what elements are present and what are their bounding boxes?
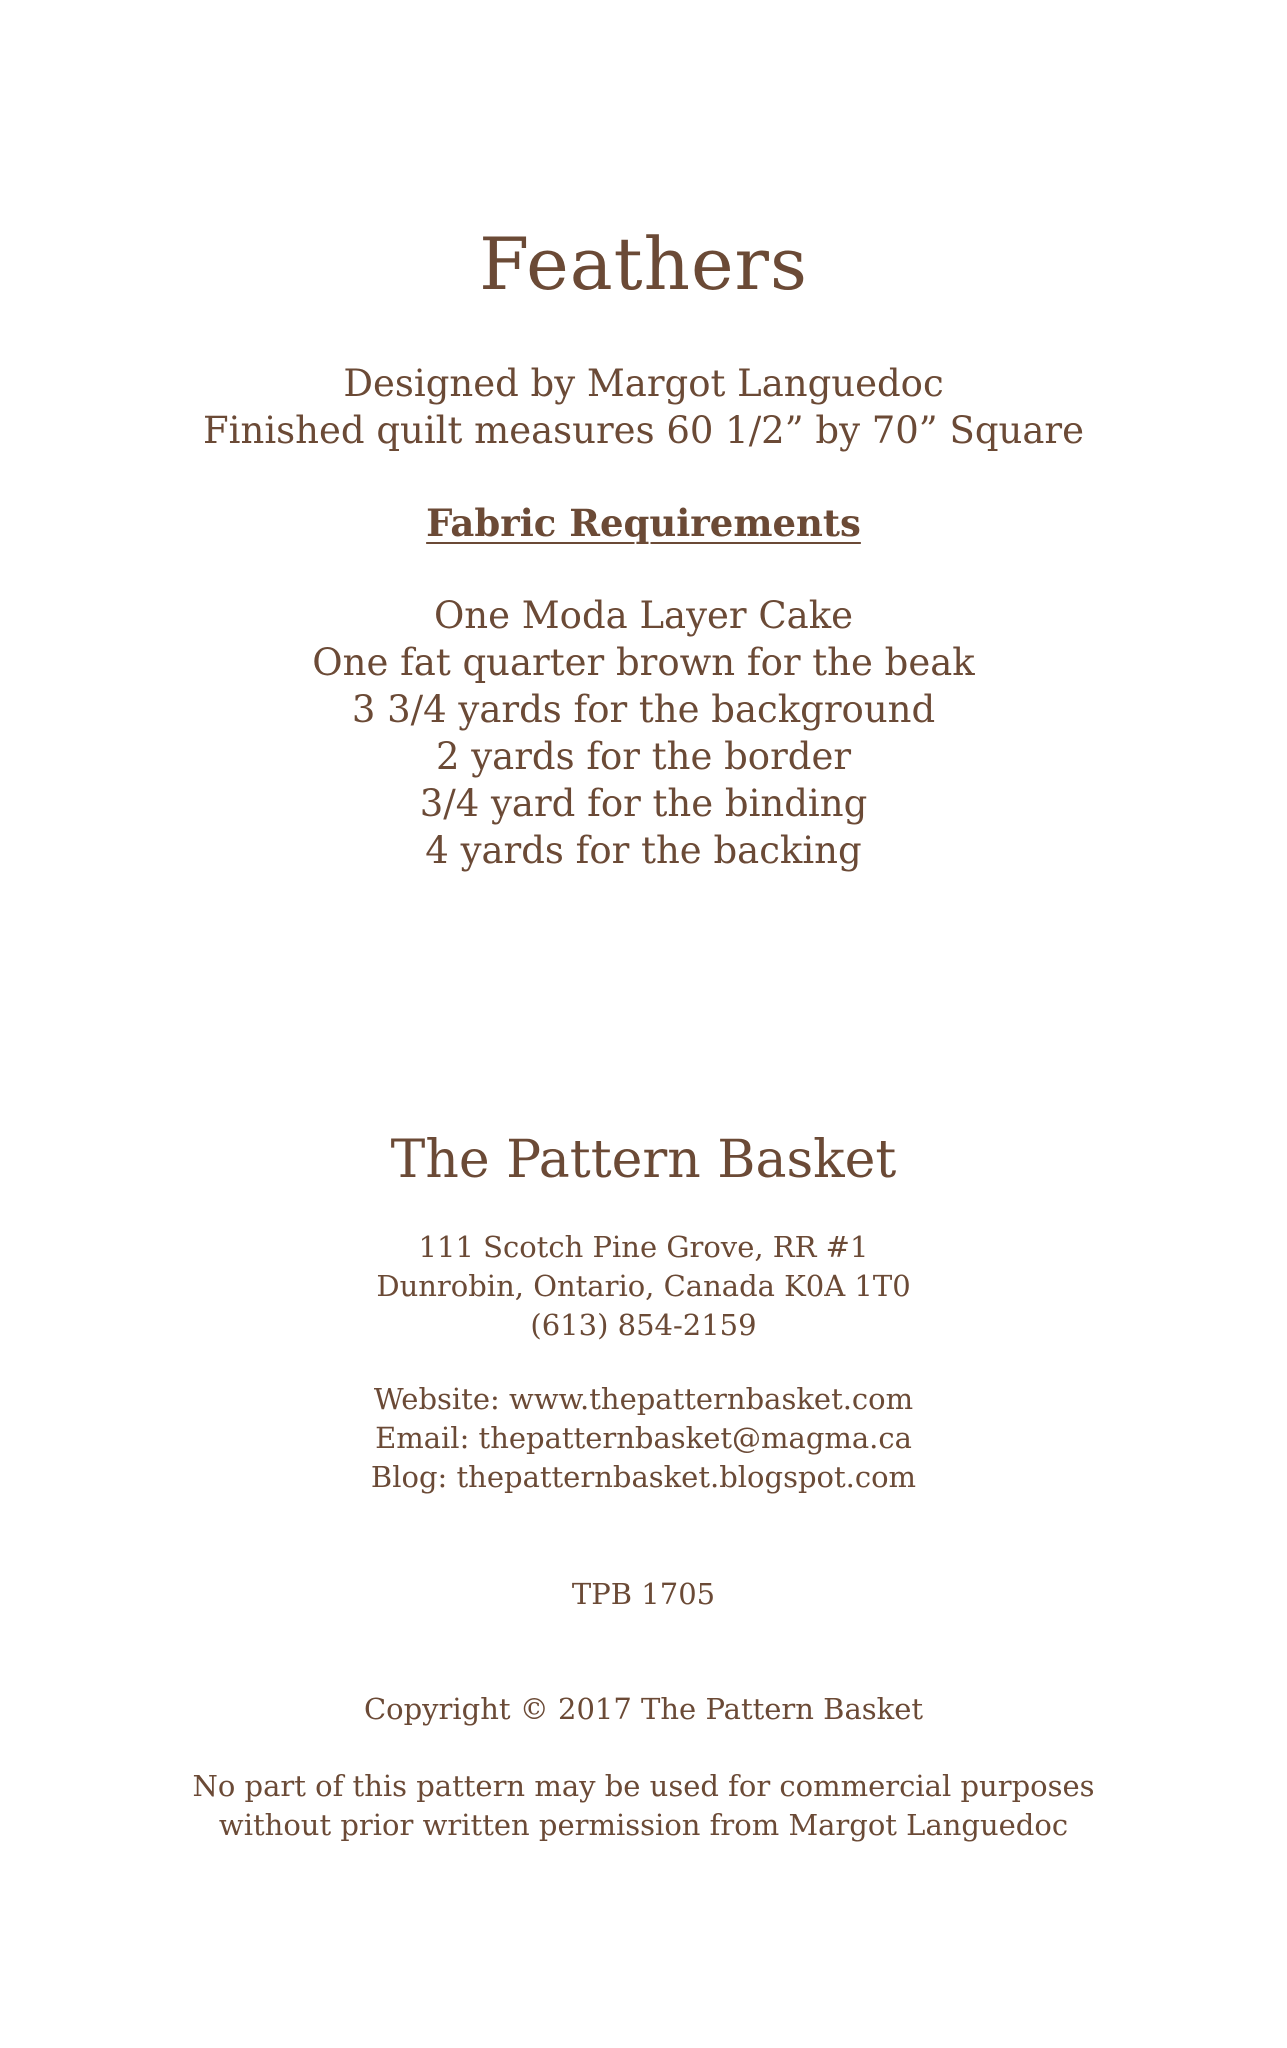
blog-line: Blog: thepatternbasket.blogspot.com (370, 1460, 917, 1494)
requirement-item: 2 yards for the border (435, 735, 852, 778)
requirement-item: One Moda Layer Cake (433, 594, 854, 637)
fabric-requirements-heading-text: Fabric Requirements (426, 501, 861, 545)
company-contact (0, 1380, 1287, 1497)
phone-number: (613) 854-2159 (530, 1308, 757, 1342)
usage-notice (0, 1767, 1287, 1845)
notice-line: without prior written permission from Margot Languedoc (218, 1808, 1069, 1842)
address-line: Dunrobin, Ontario, Canada K0A 1T0 (376, 1269, 911, 1303)
pattern-code: TPB 1705 (571, 1577, 716, 1611)
email-line: Email: thepatternbasket@magma.ca (375, 1421, 912, 1455)
measure-line: Finished quilt measures 60 1/2” by 70” Square (202, 409, 1084, 452)
address-line: 111 Scotch Pine Grove, RR #1 (418, 1230, 869, 1264)
requirement-item: One fat quarter brown for the beak (312, 641, 975, 684)
designer-info (0, 360, 1287, 454)
fabric-requirements-list (0, 592, 1287, 874)
requirement-item: 3 3/4 yards for the background (351, 688, 936, 731)
designer-line: Designed by Margot Languedoc (343, 362, 944, 405)
company-address (0, 1228, 1287, 1345)
fabric-requirements-heading (0, 500, 1287, 547)
website-line: Website: www.thepatternbasket.com (373, 1382, 914, 1416)
notice-line: No part of this pattern may be used for commercial purposes (192, 1769, 1095, 1803)
company-name: The Pattern Basket (390, 1130, 897, 1190)
requirement-item: 3/4 yard for the binding (419, 782, 868, 825)
copyright-line: Copyright © 2017 The Pattern Basket (363, 1692, 924, 1726)
page-title: Feathers (479, 222, 808, 306)
requirement-item: 4 yards for the backing (425, 829, 862, 872)
